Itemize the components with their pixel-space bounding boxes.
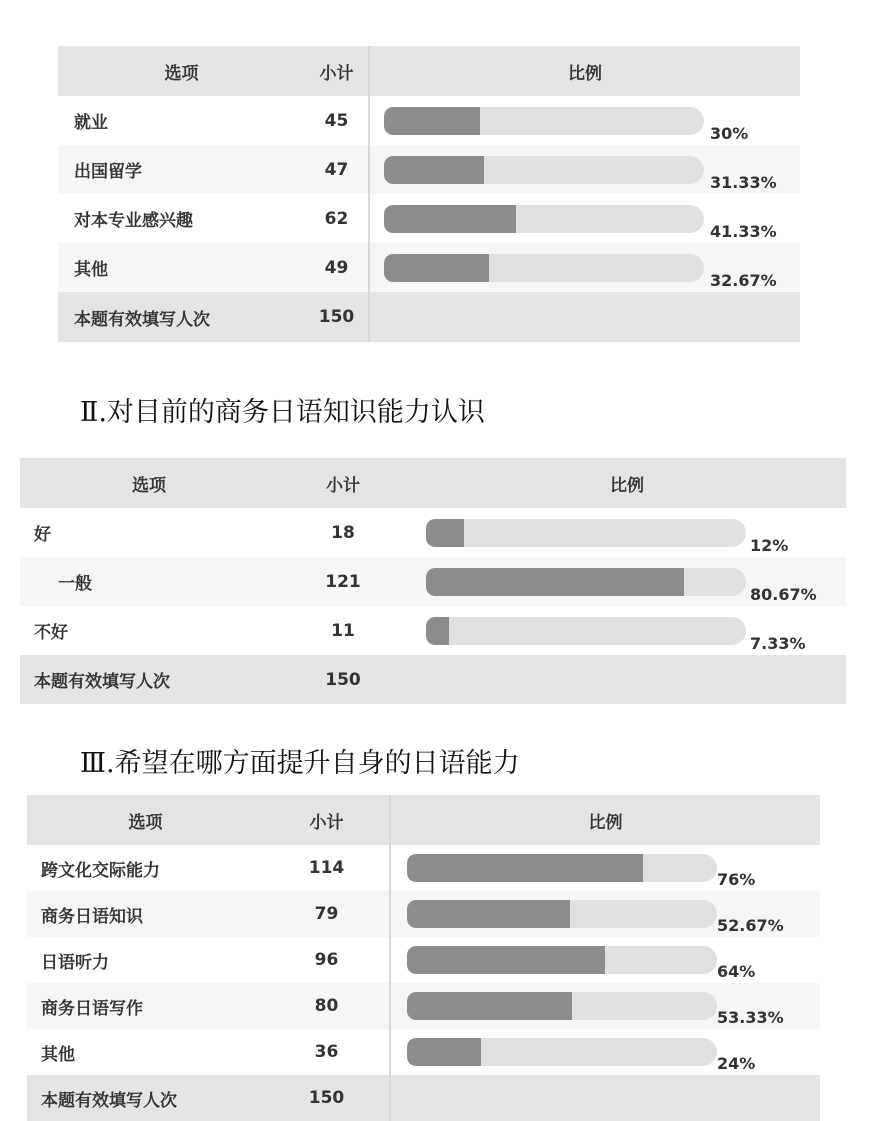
percent-label: 31.33% [710,173,777,192]
table-row [27,891,820,937]
count-value: 62 [305,194,369,243]
option-label: 对本专业感兴趣 [74,211,193,231]
option-label: 不好 [34,623,68,643]
ratio-cell [369,145,800,194]
bar-track [426,519,746,547]
ratio-cell [408,508,846,557]
table-row [27,845,820,891]
bar-fill [384,254,489,282]
count-value: 47 [305,145,369,194]
bar-fill [384,107,480,135]
bar-track [384,254,704,282]
option-label: 一般 [20,557,278,606]
ratio-cell [408,606,846,655]
table-row [20,508,846,557]
bar-fill [407,946,605,974]
table-row [20,557,846,606]
ratio-cell [369,194,800,243]
percent-label: 7.33% [750,634,806,653]
header-ratio: 比例 [369,46,800,96]
table-header [20,458,846,508]
option-label: 出国留学 [58,145,305,194]
header-count: 小计 [264,795,390,845]
count-value: 114 [264,845,390,891]
bar-track [384,107,704,135]
total-count: 150 [264,1075,390,1121]
table-row [27,983,820,1029]
bar-fill [407,992,572,1020]
table-row [58,194,800,243]
bar-fill [407,1038,481,1066]
total-count: 150 [278,655,408,704]
bar-fill [426,617,449,645]
ratio-cell [408,557,846,606]
bar-fill [426,568,684,596]
bar-track [407,992,717,1020]
bar-fill [426,519,464,547]
bar-fill [407,900,570,928]
bar-track [407,900,717,928]
percent-label: 80.67% [750,585,817,604]
count-value: 49 [305,243,369,292]
bar-track [426,568,746,596]
count-value: 80 [264,983,390,1029]
total-count: 150 [305,292,369,342]
bar-track [407,1038,717,1066]
bar-fill [384,156,484,184]
table-row [58,96,800,145]
ratio-cell [369,243,800,292]
header-ratio: 比例 [390,795,820,845]
survey-table-3 [27,795,820,1121]
ratio-cell [390,983,820,1029]
header-count: 小计 [305,46,369,96]
count-value: 45 [305,96,369,145]
ratio-cell [390,937,820,983]
option-label: 就业 [74,113,108,133]
table-header [27,795,820,845]
section-title-2: Ⅱ.对目前的商务日语知识能力认识 [80,397,485,428]
percent-label: 24% [717,1054,756,1073]
total-row [20,655,846,704]
count-value: 36 [264,1029,390,1075]
percent-label: 12% [750,536,789,555]
header-option: 选项 [20,458,278,508]
total-row [27,1075,820,1121]
table-header [58,46,800,96]
section-title-3: Ⅲ.希望在哪方面提升自身的日语能力 [80,748,520,779]
bar-track [426,617,746,645]
count-value: 18 [331,522,355,543]
ratio-cell [369,96,800,145]
count-value: 121 [278,557,408,606]
percent-label: 32.67% [710,271,777,290]
ratio-cell [390,891,820,937]
header-option: 选项 [27,795,264,845]
count-value: 79 [264,891,390,937]
option-label: 商务日语写作 [27,983,264,1029]
header-count: 小计 [278,458,408,508]
option-label: 商务日语知识 [27,891,264,937]
total-label: 本题有效填写人次 [58,292,305,342]
table-row [20,606,846,655]
percent-label: 41.33% [710,222,777,241]
ratio-cell [390,845,820,891]
option-label: 跨文化交际能力 [41,860,160,881]
percent-label: 53.33% [717,1008,784,1027]
table-row [58,145,800,194]
bar-fill [407,854,643,882]
count-value: 11 [331,620,355,641]
percent-label: 30% [710,124,749,143]
survey-table-2 [20,458,846,704]
bar-track [384,156,704,184]
total-label: 本题有效填写人次 [20,655,278,704]
header-option: 选项 [58,46,305,96]
option-label: 好 [34,525,51,545]
count-value: 96 [264,937,390,983]
ratio-cell [390,1029,820,1075]
bar-track [407,946,717,974]
table-row [58,243,800,292]
table-row [27,937,820,983]
survey-table-1 [58,46,800,342]
table-row [27,1029,820,1075]
percent-label: 76% [717,870,756,889]
percent-label: 52.67% [717,916,784,935]
bar-fill [384,205,516,233]
header-ratio: 比例 [408,458,846,508]
option-label: 其他 [41,1044,75,1065]
option-label: 其他 [58,243,305,292]
option-label: 日语听力 [41,952,109,973]
bar-track [384,205,704,233]
bar-track [407,854,717,882]
total-label: 本题有效填写人次 [27,1075,264,1121]
percent-label: 64% [717,962,756,981]
total-row [58,292,800,342]
